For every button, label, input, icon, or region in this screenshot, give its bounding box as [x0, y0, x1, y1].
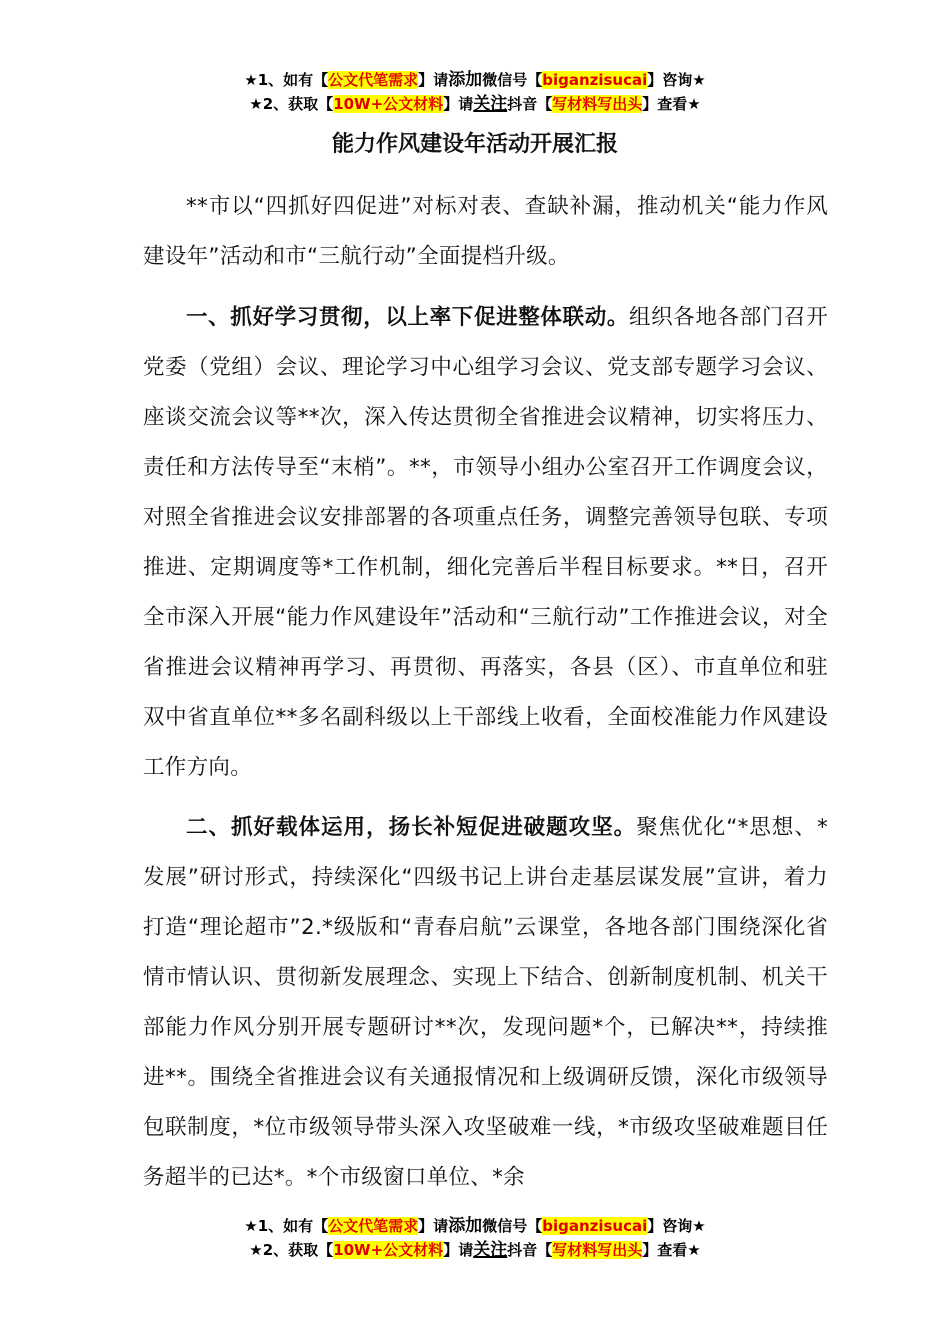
- section-paragraph-1: [143, 293, 828, 793]
- promo-text: 】请: [418, 1217, 449, 1235]
- promo-line-1: [0, 68, 950, 92]
- promo-highlight: 公文代笔需求: [328, 71, 419, 89]
- promo-highlight: 10W+公文材料: [333, 95, 444, 113]
- promo-text: ★1、如有【: [244, 1217, 329, 1235]
- promo-text: 】咨询★: [647, 1217, 706, 1235]
- promo-emphasis: 关注: [473, 94, 508, 114]
- promo-highlight: 10W+公文材料: [333, 1241, 444, 1259]
- promo-banner-bottom: [0, 1214, 950, 1262]
- promo-text: 抖音【: [507, 95, 553, 113]
- section-body: 聚焦优化“*思想、*发展”研讨形式，持续深化“四级书记上讲台走基层谋发展”宣讲，着力打造“理论超市”2.*级版和“青春启航”云课堂，各地各部门围绕深化省情市情认识、贯彻新发展理念、实现上下结合、创新制度机制、机关干部能力作风分别开展专题研讨**次，发现问题*个，已解决**，持续推进**。围绕全省推进会议有关通报情况和上级调研反馈，深化市级领导包联制度，*位市级领导带头深入攻坚破难一线，*市级攻坚破难题目任务超半的已达*。*个市级窗口单位、*余: [143, 815, 828, 1190]
- promo-highlight: biganzisucai: [542, 1217, 648, 1235]
- promo-text: 】请: [443, 1241, 474, 1259]
- promo-emphasis: 添加: [448, 70, 483, 90]
- promo-text: ★1、如有【: [244, 71, 329, 89]
- promo-emphasis: 关注: [473, 1240, 508, 1260]
- intro-paragraph: **市以“四抓好四促进”对标对表、查缺补漏，推动机关“能力作风建设年”活动和市“三航行动”全面提档升级。: [143, 194, 828, 269]
- promo-text: 】咨询★: [647, 71, 706, 89]
- section-heading: 一、抓好学习贯彻，以上率下促进整体联动。: [186, 305, 629, 330]
- document-title: 能力作风建设年活动开展汇报: [331, 132, 618, 157]
- section-paragraph-2: [143, 803, 828, 1203]
- promo-banner-top: [0, 68, 950, 116]
- promo-text: 】查看★: [642, 1241, 701, 1259]
- promo-line-1: [0, 1214, 950, 1238]
- promo-highlight: 写材料写出头: [552, 95, 643, 113]
- promo-highlight: 写材料写出头: [552, 1241, 643, 1259]
- promo-text: 微信号【: [482, 1217, 543, 1235]
- promo-highlight: biganzisucai: [542, 71, 648, 89]
- promo-text: 微信号【: [482, 71, 543, 89]
- section-heading: 二、抓好载体运用，扬长补短促进破题攻坚。: [186, 815, 637, 840]
- promo-text: 】请: [418, 71, 449, 89]
- promo-text: 】请: [443, 95, 474, 113]
- section-body: 组织各地各部门召开党委（党组）会议、理论学习中心组学习会议、党支部专题学习会议、座谈交流会议等**次，深入传达贯彻全省推进会议精神，切实将压力、责任和方法传导至“末梢”。**，市领导小组办公室召开工作调度会议，对照全省推进会议安排部署的各项重点任务，调整完善领导包联、专项推进、定期调度等*工作机制，细化完善后半程目标要求。**日，召开全市深入开展“能力作风建设年”活动和“三航行动”工作推进会议，对全省推进会议精神再学习、再贯彻、再落实，各县（区）、市直单位和驻双中省直单位**多名副科级以上干部线上收看，全面校准能力作风建设工作方向。: [143, 305, 828, 780]
- promo-highlight: 公文代笔需求: [328, 1217, 419, 1235]
- promo-emphasis: 添加: [448, 1216, 483, 1236]
- promo-text: ★2、获取【: [249, 1241, 334, 1259]
- promo-text: 】查看★: [642, 95, 701, 113]
- promo-text: 抖音【: [507, 1241, 553, 1259]
- promo-line-2: [0, 1238, 950, 1262]
- promo-line-2: [0, 92, 950, 116]
- promo-text: ★2、获取【: [249, 95, 334, 113]
